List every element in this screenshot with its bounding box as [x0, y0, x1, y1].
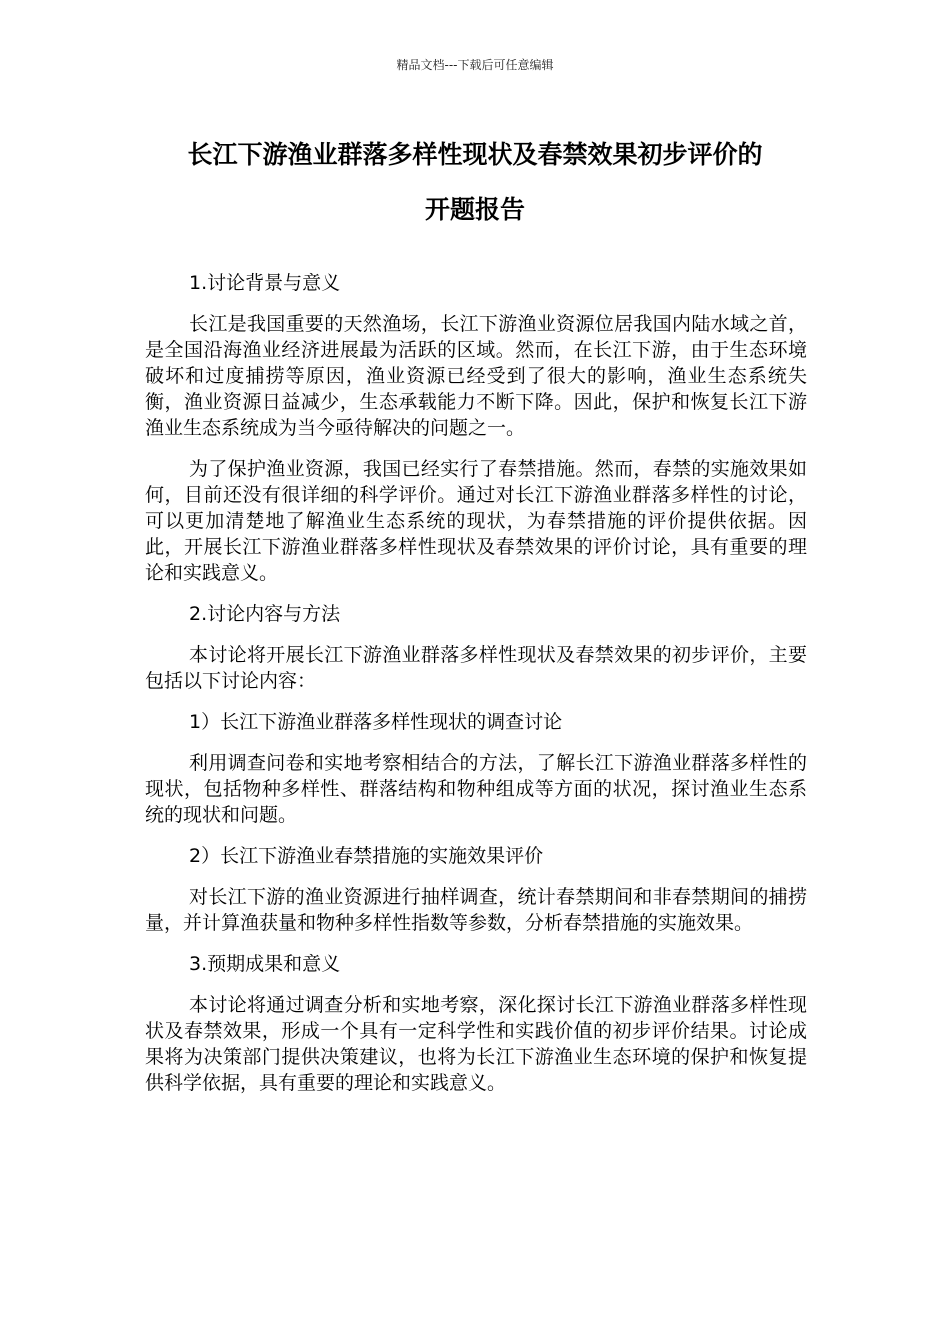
section-2-item-1: 1）长江下游渔业群落多样性现状的调查讨论 — [189, 711, 563, 733]
section-1-paragraph-2: 为了保护渔业资源，我国已经实行了春禁措施。然而，春禁的实施效果如何，目前还没有很详细的科学评价。通过对长江下游渔业群落多样性的讨论，可以更加清楚地了解渔业生态系统的现状，为春禁措施的评价提供依据。因此，开展长江下游渔业群落多样性现状及春禁效果的评价讨论，具有重要的理论和实践意义。 — [145, 458, 807, 584]
section-2-paragraph-1: 本讨论将开展长江下游渔业群落多样性现状及春禁效果的初步评价，主要包括以下讨论内容： — [145, 644, 807, 692]
section-2-heading: 2.讨论内容与方法 — [189, 603, 341, 625]
header-note: 精品文档---下载后可任意编辑 — [396, 58, 554, 72]
section-3-heading: 3.预期成果和意义 — [189, 953, 341, 975]
document-title-line-1: 长江下游渔业群落多样性现状及春禁效果初步评价的 — [187, 140, 763, 169]
document-title-line-2: 开题报告 — [424, 195, 525, 224]
section-2-item-2: 2）长江下游渔业春禁措施的实施效果评价 — [189, 845, 544, 867]
section-2-item-1-description: 利用调查问卷和实地考察相结合的方法，了解长江下游渔业群落多样性的现状，包括物种多样性、群落结构和物种组成等方面的状况，探讨渔业生态系统的现状和问题。 — [145, 752, 807, 826]
section-1-paragraph-1: 长江是我国重要的天然渔场，长江下游渔业资源位居我国内陆水域之首，是全国沿海渔业经济进展最为活跃的区域。然而，在长江下游，由于生态环境破坏和过度捕捞等原因，渔业资源已经受到了很大的影响，渔业生态系统失衡，渔业资源日益减少，生态承载能力不断下降。因此，保护和恢复长江下游渔业生态系统成为当今亟待解决的问题之一。 — [145, 313, 807, 439]
document-body — [145, 270, 807, 1111]
section-2-item-2-description: 对长江下游的渔业资源进行抽样调查，统计春禁期间和非春禁期间的捕捞量，并计算渔获量和物种多样性指数等参数，分析春禁措施的实施效果。 — [145, 886, 807, 934]
section-3-paragraph-1: 本讨论将通过调查分析和实地考察，深化探讨长江下游渔业群落多样性现状及春禁效果，形成一个具有一定科学性和实践价值的初步评价结果。讨论成果将为决策部门提供决策建议，也将为长江下游渔业生态环境的保护和恢复提供科学依据，具有重要的理论和实践意义。 — [145, 994, 807, 1094]
section-1-heading: 1.讨论背景与意义 — [189, 272, 341, 294]
